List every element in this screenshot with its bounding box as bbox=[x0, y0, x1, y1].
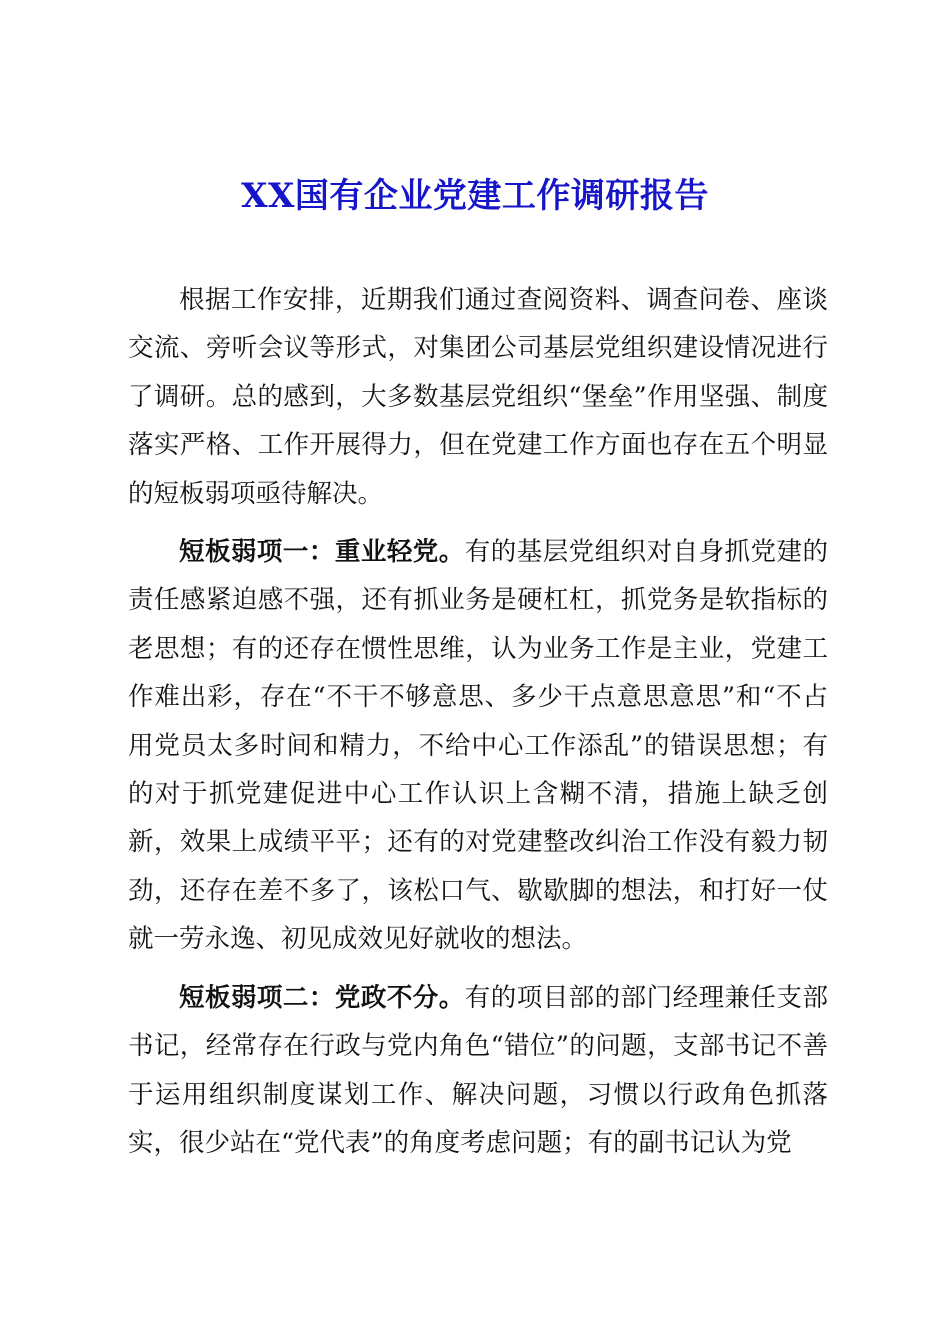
section-text-1: 有的基层党组织对自身抓党建的责任感紧迫感不强，还有抓业务是硬杠杠，抓党务是软指标的老思想；有的还存在惯性思维，认为业务工作是主业，党建工作难出彩，存在“不干不够意思、多少干点意思意思”和“不占用党员太多时间和精力，不给中心工作添乱”的错误思想；有的对于抓党建促进中心工作认识上含糊不清，措施上缺乏创新，效果上成绩平平；还有的对党建整改纠治工作没有毅力韧劲，还存在差不多了，该松口气、歇歇脚的想法，和打好一仗就一劳永逸、初见成效见好就收的想法。 bbox=[128, 537, 828, 955]
section-heading-2: 短板弱项二：党政不分。 bbox=[179, 982, 465, 1013]
document-title: XX国有企业党建工作调研报告 bbox=[241, 176, 709, 216]
document-body bbox=[128, 276, 828, 1177]
section-heading-1: 短板弱项一：重业轻党。 bbox=[179, 537, 465, 568]
section-text-2: 有的项目部的部门经理兼任支部书记，经常存在行政与党内角色“错位”的问题，支部书记不善于运用组织制度谋划工作、解决问题，习惯以行政角色抓落实，很少站在“党代表”的角度考虑问题；有的副书记认为党 bbox=[128, 982, 828, 1158]
section-paragraph-2 bbox=[128, 974, 828, 1168]
section-paragraph-1 bbox=[128, 528, 828, 964]
intro-paragraph: 根据工作安排，近期我们通过查阅资料、调查问卷、座谈交流、旁听会议等形式，对集团公司基层党组织建设情况进行了调研。总的感到，大多数基层党组织“堡垒”作用坚强、制度落实严格、工作开展得力，但在党建工作方面也存在五个明显的短板弱项亟待解决。 bbox=[128, 285, 828, 509]
